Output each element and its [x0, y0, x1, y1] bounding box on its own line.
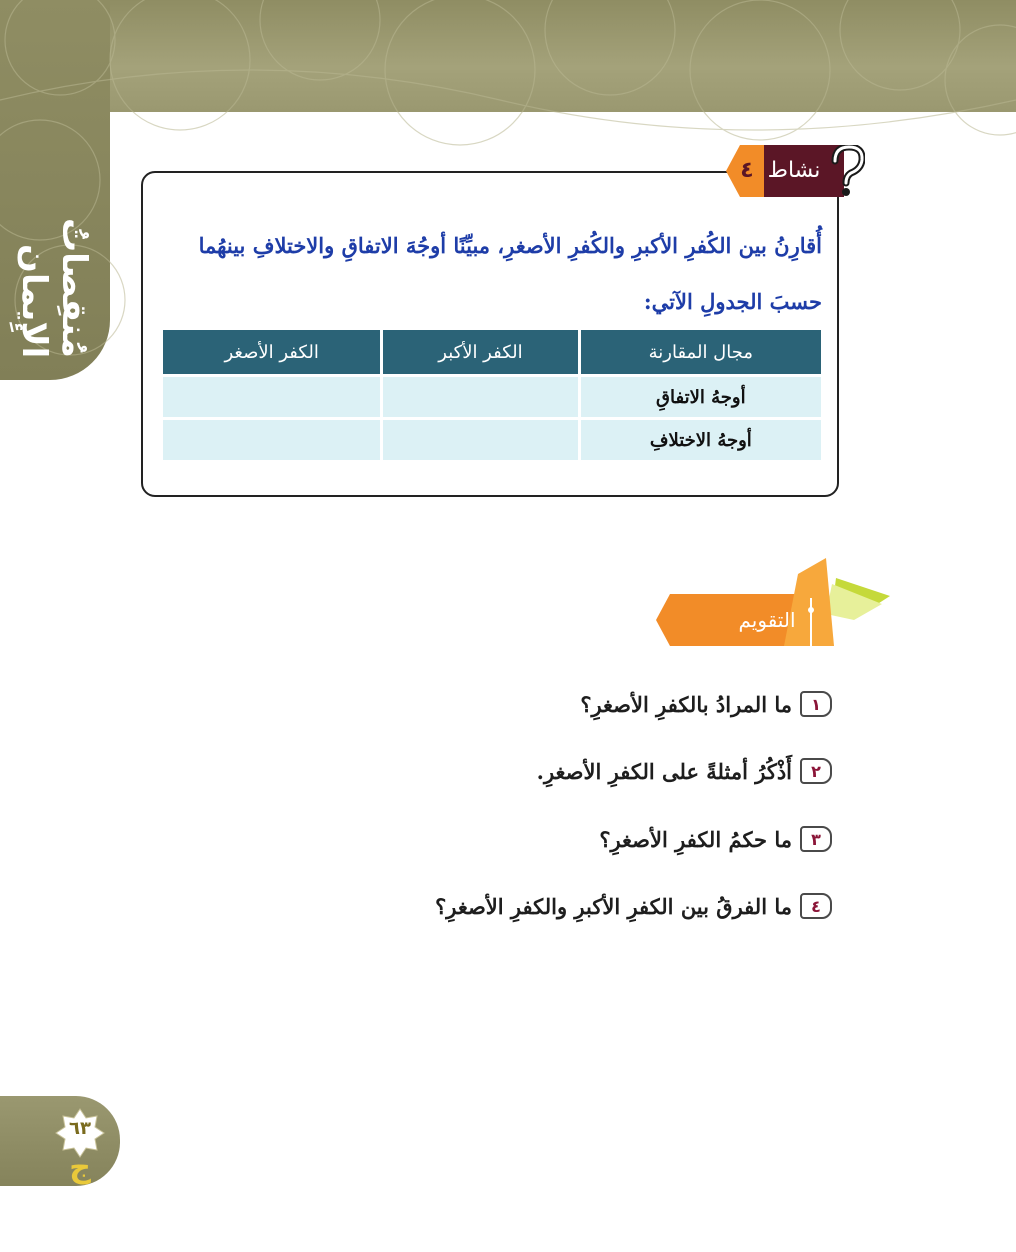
question-number: ٣	[800, 826, 832, 852]
question-number: ١	[800, 691, 832, 717]
header-pattern-band	[0, 0, 1016, 112]
question-text: ما الفرقُ بين الكفرِ الأكبرِ والكفرِ الأصغرِ؟	[435, 893, 792, 919]
question-text: أَذْكُرُ أمثلةً على الكفرِ الأصغرِ.	[536, 758, 792, 784]
table-header-row	[163, 330, 821, 374]
table-cell-empty[interactable]	[163, 420, 380, 460]
question-number: ٢	[800, 758, 832, 784]
activity-tag	[726, 143, 866, 199]
question-item	[537, 751, 832, 791]
table-cell: أوجهُ الاختلافِ	[581, 420, 821, 460]
question-item	[580, 684, 832, 724]
table-row	[163, 377, 821, 417]
table-cell-empty[interactable]	[383, 377, 577, 417]
activity-instruction: أُقارِنُ بين الكُفرِ الأكبرِ والكُفرِ الأصغرِ، مبيِّنًا أوجُهَ الاتفاقِ والاختلافِ بينهُما حسبَ الجدولِ الآتي:	[198, 233, 822, 314]
question-text: ما المرادُ بالكفرِ الأصغرِ؟	[580, 691, 792, 717]
evaluation-label: التقويم	[738, 608, 796, 632]
activity-label: نشاط	[767, 158, 821, 183]
question-item	[599, 819, 832, 859]
page-number: ٦٣	[69, 1118, 91, 1139]
table-header: الكفر الأصغر	[163, 330, 380, 374]
question-mark-icon	[829, 145, 865, 197]
chapter-title-text: مُنقِصاتُ الإِيمان	[14, 218, 94, 358]
evaluation-badge	[656, 558, 896, 654]
question-number: ٤	[800, 893, 832, 919]
table-cell-empty[interactable]	[163, 377, 380, 417]
comparison-table	[160, 327, 824, 463]
table-header: الكفر الأكبر	[383, 330, 577, 374]
table-row	[163, 420, 821, 460]
activity-number: ٤	[740, 158, 754, 183]
table-header: مجال المقارنة	[581, 330, 821, 374]
chapter-side-title	[14, 118, 94, 358]
question-item	[435, 886, 832, 926]
table-cell-empty[interactable]	[383, 420, 577, 460]
publisher-logo-icon: ج	[69, 1150, 91, 1185]
question-text: ما حكمُ الكفرِ الأصغرِ؟	[599, 826, 792, 852]
table-cell: أوجهُ الاتفاقِ	[581, 377, 821, 417]
